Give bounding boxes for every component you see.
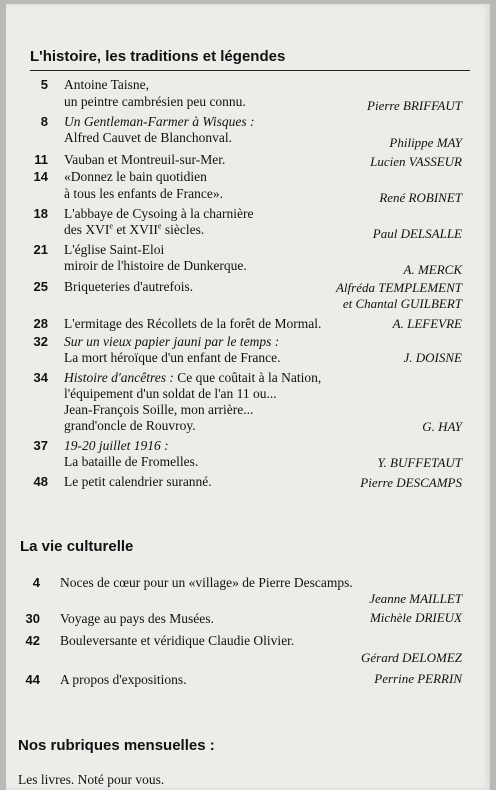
entry-author: Y. BUFFETAUT bbox=[377, 455, 462, 470]
entry-author: Perrine PERRIN bbox=[374, 671, 462, 686]
page-number: 18 bbox=[33, 206, 48, 221]
entry-author: Gérard DELOMEZ bbox=[361, 650, 462, 665]
entry-author: G. HAY bbox=[422, 419, 462, 434]
entry-author: Pierre DESCAMPS bbox=[360, 475, 462, 490]
entry-author: Jeanne MAILLET bbox=[369, 591, 462, 606]
contents-page bbox=[6, 4, 490, 790]
entry-title: L'ermitage des Récollets de la forêt de Mormal. bbox=[64, 316, 322, 331]
entry-title: La bataille de Fromelles. bbox=[64, 454, 199, 469]
entry-author: et Chantal GUILBERT bbox=[342, 296, 462, 311]
page-number: 28 bbox=[33, 316, 48, 331]
entry-author: Pierre BRIFFAUT bbox=[367, 98, 462, 113]
page-number: 37 bbox=[33, 438, 48, 453]
page-number: 14 bbox=[33, 169, 48, 184]
entry-title: Un Gentleman-Farmer à Wisques : bbox=[64, 114, 255, 129]
entry-title: Bouleversante et véridique Claudie Olivier. bbox=[60, 633, 295, 648]
entry-title: à tous les enfants de France». bbox=[64, 186, 223, 201]
entry-author: Lucien VASSEUR bbox=[370, 154, 462, 169]
entry-title: Vauban et Montreuil-sur-Mer. bbox=[64, 152, 226, 167]
entry-author: René ROBINET bbox=[379, 190, 462, 205]
entry-title: L'église Saint-Eloi bbox=[64, 242, 165, 257]
entry-title: des XVIe et XVIIe siècles. bbox=[64, 221, 205, 237]
entry-title: Le petit calendrier suranné. bbox=[64, 474, 212, 489]
page-number: 48 bbox=[33, 474, 48, 489]
entry-title: L'abbaye de Cysoing à la charnière bbox=[64, 206, 254, 221]
page-number: 21 bbox=[33, 242, 48, 257]
page-number: 11 bbox=[34, 152, 48, 167]
entry-title: Noces de cœur pour un «village» de Pierre Descamps. bbox=[60, 575, 353, 590]
entry-title: l'équipement d'un soldat de l'an 11 ou... bbox=[64, 386, 277, 401]
page-number: 32 bbox=[33, 334, 48, 349]
entry-author: A. LEFEVRE bbox=[392, 316, 462, 331]
entry-title: «Donnez le bain quotidien bbox=[64, 169, 207, 184]
section-title-culture: La vie culturelle bbox=[20, 538, 134, 555]
page-number: 44 bbox=[25, 672, 40, 687]
page-number: 25 bbox=[33, 279, 48, 294]
entry-author: Michèle DRIEUX bbox=[369, 610, 462, 625]
entry-title: Voyage au pays des Musées. bbox=[60, 611, 214, 626]
entry-title: Sur un vieux papier jauni par le temps : bbox=[64, 334, 280, 349]
section-title-rubriques: Nos rubriques mensuelles : bbox=[18, 737, 215, 754]
entry-title: Alfred Cauvet de Blanchonval. bbox=[64, 130, 232, 145]
page-number: 42 bbox=[25, 633, 40, 648]
entry-title: un peintre cambrésien peu connu. bbox=[64, 94, 246, 109]
entry-title: Antoine Taisne, bbox=[64, 77, 150, 92]
entry-title: Briqueteries d'autrefois. bbox=[64, 279, 194, 294]
entry-title: miroir de l'histoire de Dunkerque. bbox=[64, 258, 247, 273]
entry-title: 19-20 juillet 1916 : bbox=[64, 438, 169, 453]
entry-title: grand'oncle de Rouvroy. bbox=[64, 418, 196, 433]
page-number: 34 bbox=[33, 370, 48, 385]
page-number: 8 bbox=[40, 114, 48, 129]
entry-author: Alfréda TEMPLEMENT bbox=[335, 280, 462, 295]
section-rule bbox=[30, 70, 470, 71]
page-number: 5 bbox=[40, 77, 48, 92]
entry-author: J. DOISNE bbox=[403, 350, 462, 365]
rubriques-text: Les livres. Noté pour vous. bbox=[18, 772, 165, 787]
section-title-history: L'histoire, les traditions et légendes bbox=[30, 48, 286, 65]
entry-author: Philippe MAY bbox=[389, 135, 462, 150]
entry-title: Histoire d'ancêtres : Ce que coûtait à la Nation, bbox=[64, 370, 322, 385]
entry-title: A propos d'expositions. bbox=[60, 672, 187, 687]
entry-title: La mort héroïque d'un enfant de France. bbox=[64, 350, 281, 365]
entry-author: Paul DELSALLE bbox=[372, 226, 462, 241]
page-number: 30 bbox=[25, 611, 40, 626]
page-number: 4 bbox=[32, 575, 40, 590]
entry-title: Jean-François Soille, mon arrière... bbox=[64, 402, 254, 417]
entry-author: A. MERCK bbox=[403, 262, 462, 277]
